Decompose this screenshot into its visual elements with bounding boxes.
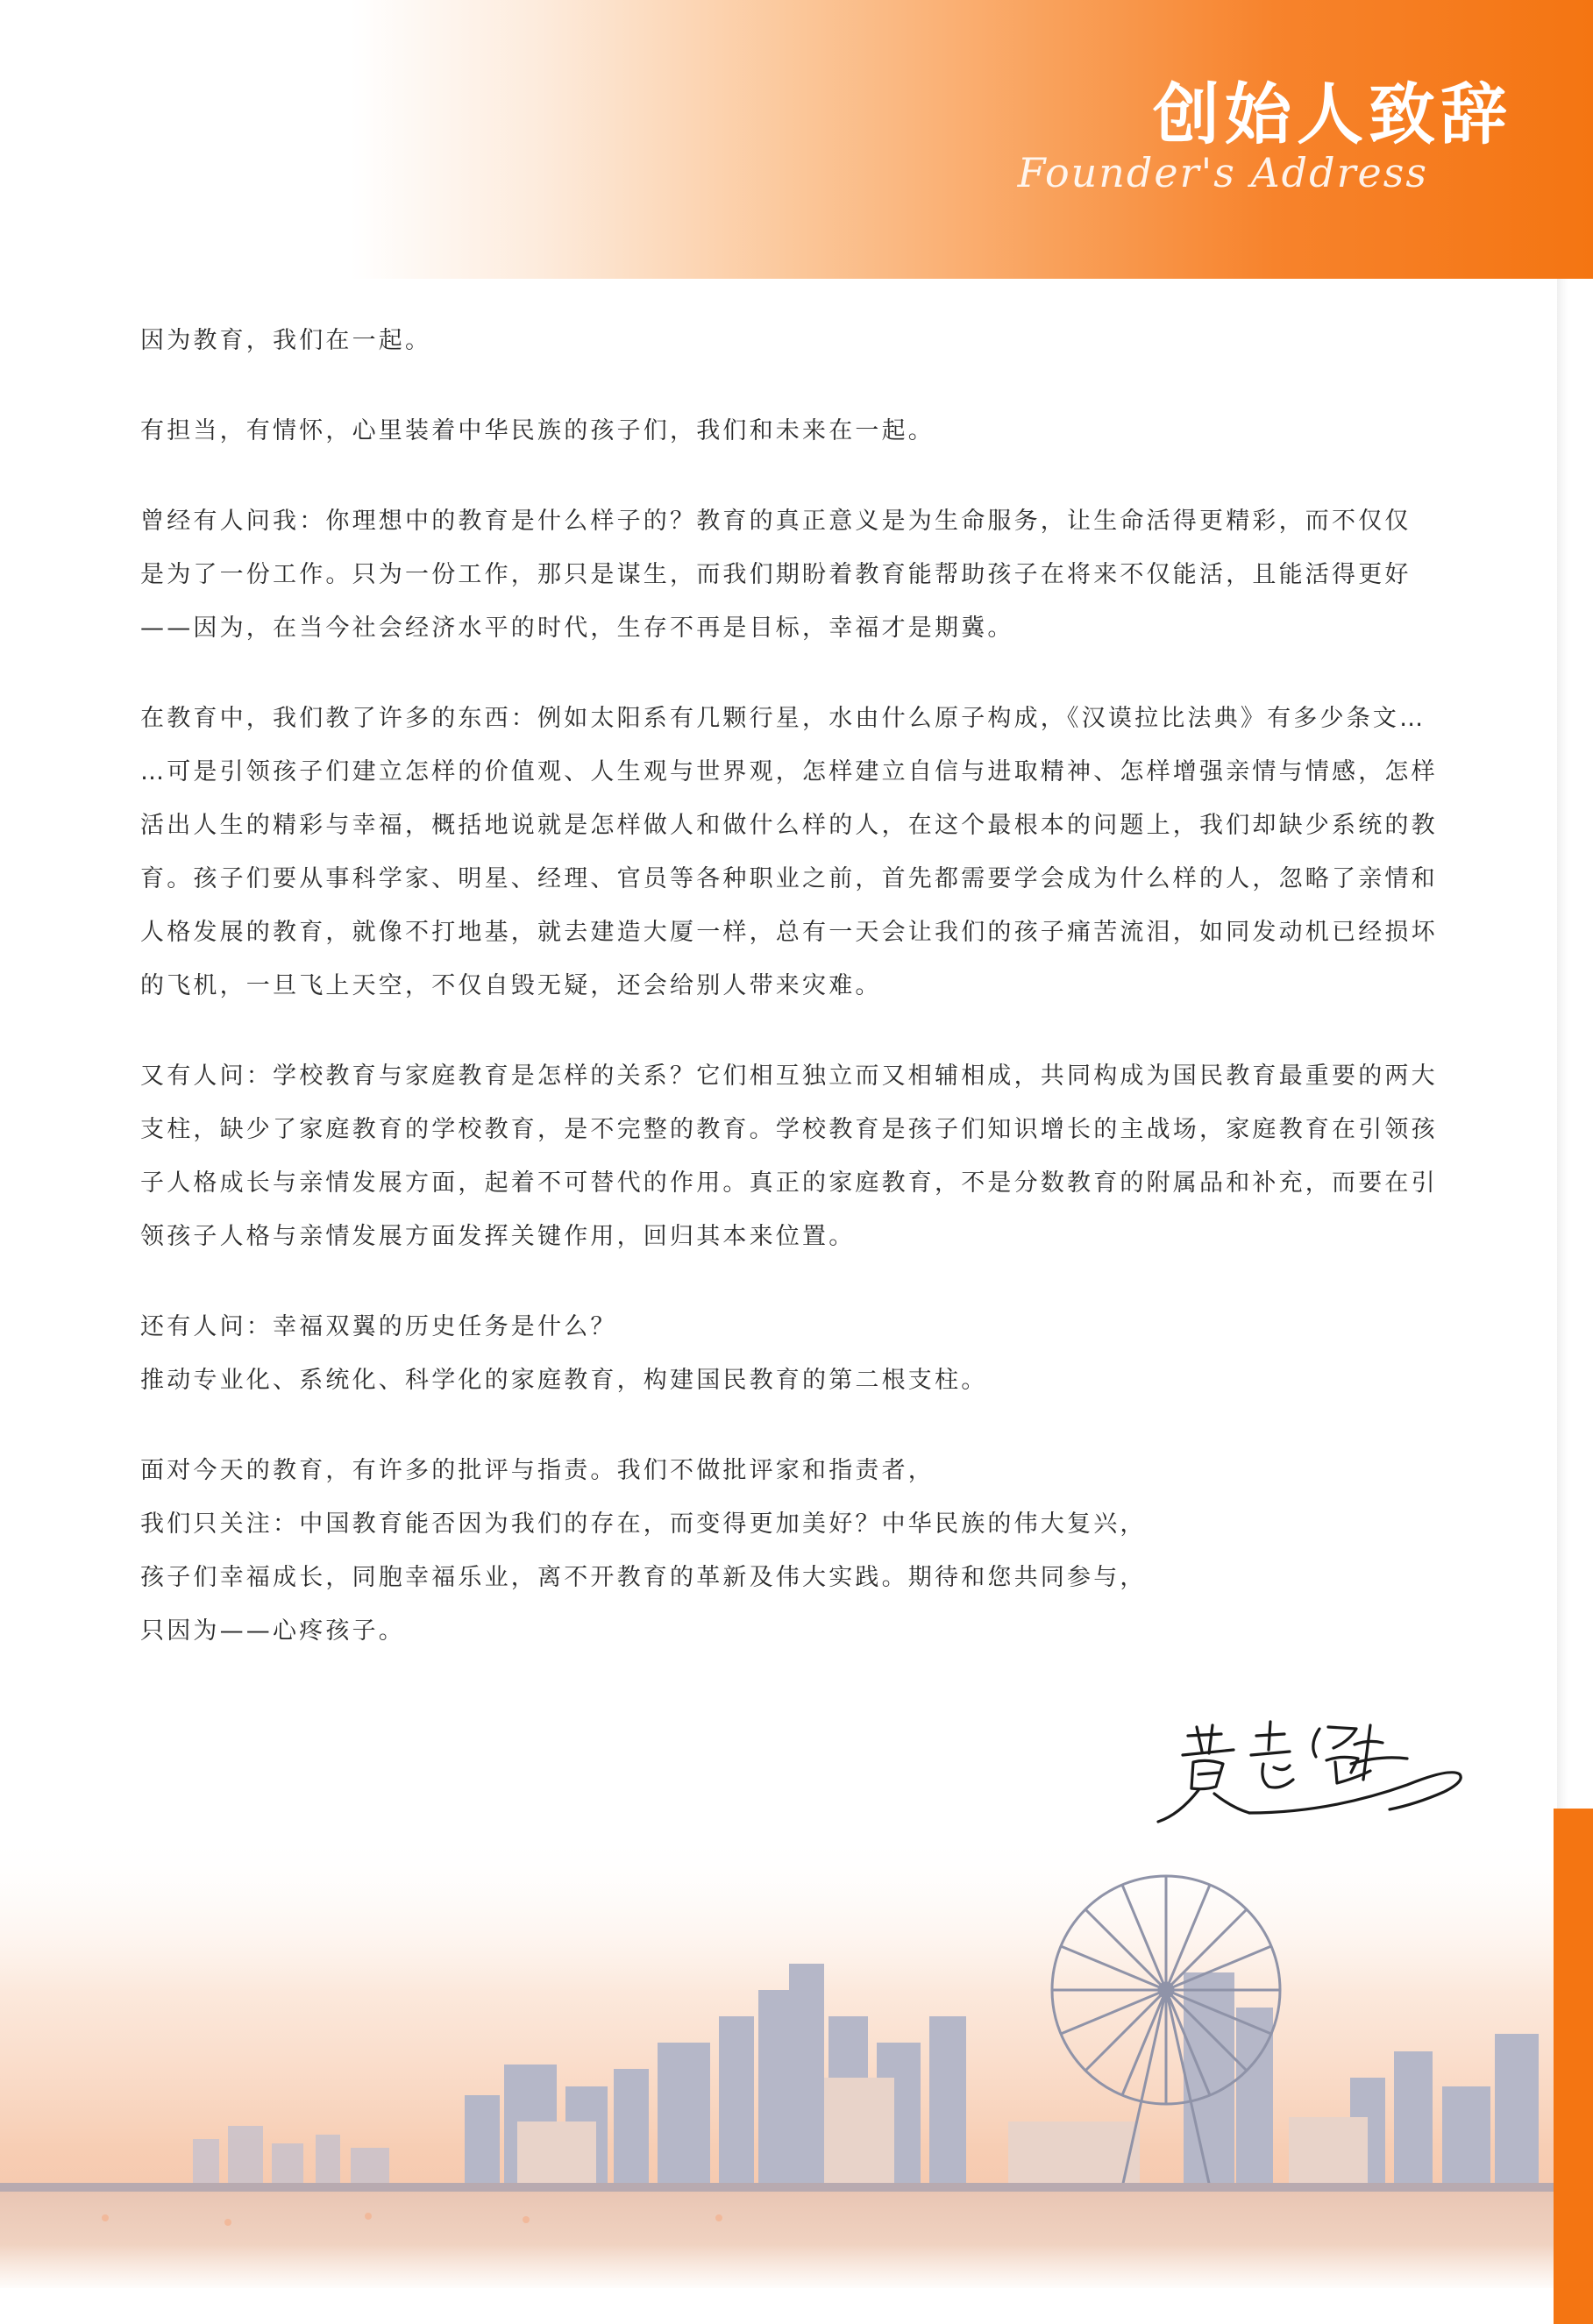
text-line: 支柱，缺少了家庭教育的学校教育，是不完整的教育。学校教育是孩子们知识增长的主战场，家庭教育在引领孩 [140,1116,1438,1143]
letter-body [140,314,1455,1695]
text-line: 是为了一份工作。只为一份工作，那只是谋生，而我们期盼着教育能帮助孩子在将来不仅能活，且能活得更好 [140,561,1412,588]
text-line: 育。孩子们要从事科学家、明星、经理、官员等各种职业之前，首先都需要学会成为什么样的人，忽略了亲情和 [140,865,1438,892]
text-line: 活出人生的精彩与幸福，概括地说就是怎样做人和做什么样的人，在这个最根本的问题上，我们却缺少系统的教 [140,812,1438,839]
accent-strip [1554,1809,1593,2324]
paragraph [140,1049,1455,1263]
paragraph [140,404,1455,458]
text-line: 只因为——心疼孩子。 [140,1617,405,1645]
signature [1153,1709,1469,1832]
paragraph [140,1444,1455,1658]
paragraph [140,494,1455,655]
text-line: ——因为，在当今社会经济水平的时代，生存不再是目标，幸福才是期冀。 [140,615,1014,642]
page-title: 创始人致辞 [1153,75,1512,153]
text-line: 我们只关注：中国教育能否因为我们的存在，而变得更加美好？中华民族的伟大复兴， [140,1510,1147,1538]
paragraph [140,314,1455,367]
text-line: 在教育中，我们教了许多的东西：例如太阳系有几颗行星，水由什么原子构成，《汉谟拉比法典》有多少条文… [140,705,1426,732]
text-line: 的飞机，一旦飞上天空，不仅自毁无疑，还会给别人带来灾难。 [140,972,882,999]
text-line: 因为教育，我们在一起。 [140,327,432,354]
text-line: 又有人问：学校教育与家庭教育是怎样的关系？它们相互独立而又相辅相成，共同构成为国民教育最重要的两大 [140,1063,1438,1090]
text-line: 曾经有人问我：你理想中的教育是什么样子的？教育的真正意义是为生命服务，让生命活得更精彩，而不仅仅 [140,508,1412,535]
text-line: 人格发展的教育，就像不打地基，就去建造大厦一样，总有一天会让我们的孩子痛苦流泪，如同发动机已经损坏 [140,919,1438,946]
text-line: 孩子们幸福成长，同胞幸福乐业，离不开教育的革新及伟大实践。期待和您共同参与， [140,1564,1147,1591]
city-skyline-illustration [0,1832,1557,2288]
paragraph [140,692,1455,1013]
text-line: …可是引领孩子们建立怎样的价值观、人生观与世界观，怎样建立自信与进取精神、怎样增强亲情与情感，怎样 [140,758,1438,785]
text-line: 还有人问：幸福双翼的历史任务是什么？ [140,1313,617,1340]
bottom-fade [0,2244,1557,2324]
text-line: 领孩子人格与亲情发展方面发挥关键作用，回归其本来位置。 [140,1223,856,1250]
page-subtitle: Founder's Address [1017,149,1428,196]
text-line: 面对今天的教育，有许多的批评与指责。我们不做批评家和指责者， [140,1457,935,1484]
text-line: 推动专业化、系统化、科学化的家庭教育，构建国民教育的第二根支柱。 [140,1367,988,1394]
text-line: 子人格成长与亲情发展方面，起着不可替代的作用。真正的家庭教育，不是分数教育的附属品和补充，而要在引 [140,1169,1438,1197]
text-line: 有担当，有情怀，心里装着中华民族的孩子们，我们和未来在一起。 [140,417,935,444]
paragraph [140,1300,1455,1407]
